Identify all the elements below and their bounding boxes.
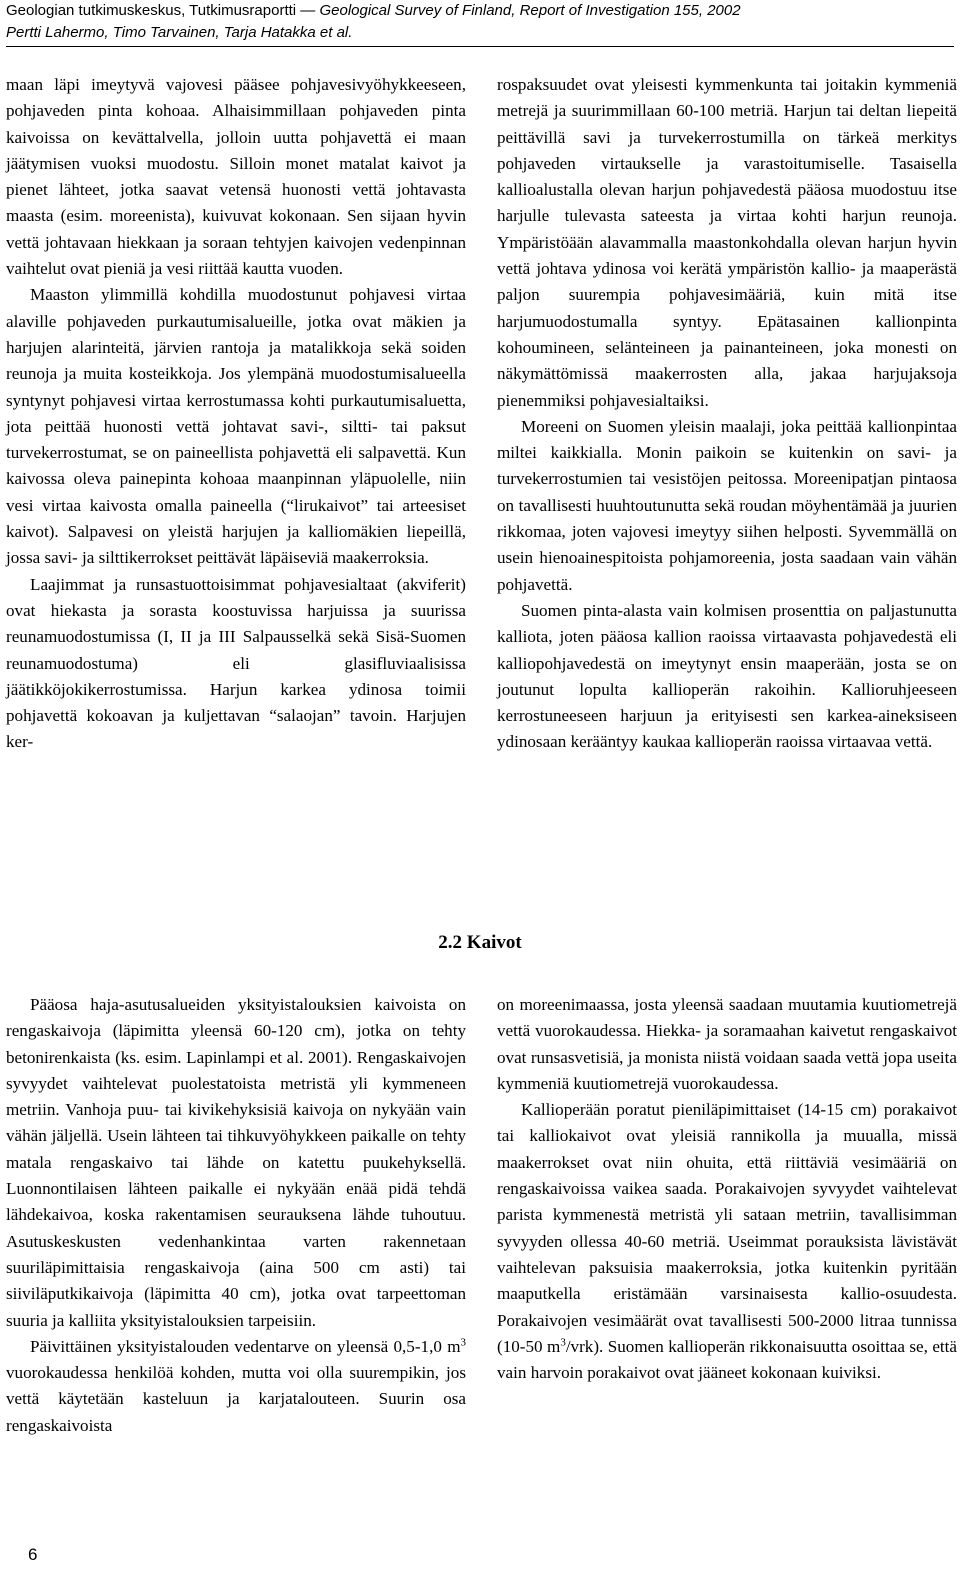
paragraph: Pääosa haja-asutusalueiden yksityistalouksien kaivoista on rengaskaivoja (läpimitta yleensä 60-120 cm), jotka on tehty betonirenkaista (ks. esim. Lapinlampi et al. 2001). Rengaskaivojen syvyydet vaihtelevat puolestatoista metristä yli kymmeneen metriin. Vanhoja puu- tai kivikehyksisiä kaivoja on nykyään vain vähän jäljellä. Usein lähteen tai tihkuvyöhykkeen paikalle on tehty matala rengaskaivo tai lähde on katettu puukehyksellä. Luonnontilaisen lähteen paikalle ei nykyään enää pidä tehdä lähdekaivoa, koska rakentamisen seurauksena lähde tuhoutuu. Asutuskeskusten vedenhankintaa varten rakennetaan suuriläpimittaisia rengaskaivoja (aina 500 cm asti) tai siiviläputkikaivoja (läpimitta 40 cm), jotka ovat tarpeettoman suuria ja kalliita yksityistalouksien tarpeisiin. bbox=[6, 995, 466, 1330]
text-run: Kallioperään poratut pieniläpimittaiset (14-15 cm) porakaivot tai kalliokaivot ovat yleisiä rannikolla ja muualla, missä maakerrokset ovat niin ohuita, että riittäviä vesimääriä on rengaskaivoissa vaikea saada. Porakaivojen syvyydet vaihtelevat parista kymmenestä metristä yli sataan metriin, tavallisimman syvyyden ollessa 40-60 metriä. Useimmat porauksista lävistävät vaihtelevan paksuisia maakerroksia, jotka kuitenkin pyritään maaputkella eristämään varsinaisesta kallio-osuudesta. Porakaivojen vesimäärät ovat tavallisesti 500-2000 litraa tunnissa (10-50 m bbox=[497, 1100, 957, 1356]
header-publisher-fi: Geologian tutkimuskeskus, Tutkimusraportti — bbox=[6, 2, 320, 19]
column-3 bbox=[6, 992, 466, 1439]
paragraph: Moreeni on Suomen yleisin maalaji, joka peittää kallionpintaa miltei kaikkialla. Monin paikoin se kuitenkin on savi- ja turvekerrostumien tai vesistöjen peitossa. Moreenipatjan pintaosa on tavallisesti huuhtoutunutta sekä roudan möyhentämää ja juurien rikkomaa, joten vajovesi imeytyy siihen helposti. Syvemmällä on usein hienoainespitoista pohjamoreenia, josta saadaan vain vähän pohjavettä. bbox=[497, 416, 957, 594]
text-run: vuorokaudessa henkilöä kohden, mutta voi olla suurempikin, jos vettä käytetään kasteluun ja karjatalouteen. Suurin osa rengaskaivoista bbox=[6, 1363, 466, 1435]
header-rule bbox=[6, 46, 954, 47]
paragraph: Laajimmat ja runsastuottoisimmat pohjavesialtaat (akviferit) ovat hiekasta ja sorasta koostuvissa harjuissa ja suurissa reunamuodostumissa (I, II ja III Salpausselkä sekä Sisä-Suomen reunamuodostuma) eli glasifluviaalisissa jäätikköjokikerrostumissa. Harjun karkea ydinosa toimii pohjavettä kokoavan ja kuljettavan “salaojan” tavoin. Harjujen ker- bbox=[6, 574, 466, 752]
paragraph: maan läpi imeytyvä vajovesi pääsee pohjavesivyöhykkeeseen, pohjaveden pinta kohoaa. Alhaisimmillaan pohjaveden pinta kaivoissa on kevättalvella, jolloin uutta pohjavettä ei maan jäätymisen vuoksi muodostu. Silloin monet matalat kaivot ja pienet lähteet, jotka saavat vetensä huonosti vettä johtavasta maasta (esim. moreenista), kuivuvat kokonaan. Sen sijaan hyvin vettä johtavaan hiekkaan ja soraan tehtyjen kaivojen vedenpinnan vaihtelut ovat pieniä ja vesi riittää kautta vuoden. bbox=[6, 75, 466, 279]
page-number: 6 bbox=[28, 1545, 38, 1564]
paragraph: Suomen pinta-alasta vain kolmisen prosenttia on paljastunutta kalliota, joten pääosa kallion raoissa virtaavasta pohjavedestä eli kalliopohjavedestä on imeytynyt ensin maaperään, josta se on joutunut lopulta kallioperän rakoihin. Kallioruhjeeseen kerrostuneeseen harjuun ja erityisesti sen karkea-aineksiseen ydinosaan kerääntyy kaukaa kallioperän raoissa virtaavaa vettä. bbox=[497, 600, 957, 752]
paragraph bbox=[497, 1097, 957, 1386]
column-4 bbox=[497, 992, 957, 1386]
paragraph: on moreenimaassa, josta yleensä saadaan muutamia kuutiometrejä vettä vuorokaudessa. Hiekka- ja soramaahan kaivetut rengaskaivot ovat runsasvetisiä, ja monista niistä voidaan saada vettä jopa useita kymmeniä kuutiometrejä vuorokaudessa. bbox=[497, 995, 957, 1093]
header-line-1 bbox=[6, 0, 954, 22]
column-1 bbox=[6, 72, 466, 756]
header-publisher-en: Geological Survey of Finland, Report of Investigation 155, 2002 bbox=[319, 2, 741, 19]
superscript: 3 bbox=[560, 1336, 566, 1349]
text-run: Päivittäinen yksityistalouden vedentarve on yleensä 0,5-1,0 m bbox=[30, 1336, 461, 1356]
paragraph: rospaksuudet ovat yleisesti kymmenkunta tai joitakin kymmeniä metrejä ja suurimmillaan 60-100 metriä. Harjun tai deltan liepeitä peittävillä savi ja turvekerrostumilla on tärkeä merkitys pohjaveden virtaukselle ja varastoitumiselle. Tasaisella kallioalustalla olevan harjun pohjavedestä pääosa muodostuu itse harjulle tulevasta sateesta ja virtaa kohti harjun reunoja. Ympäristöään alavammalla maastonkohdalla olevan harjun hyvin vettä johtava ydinosa voi kerätä ympäristön kallio- ja maaperästä paljon suurempia pohjavesimääriä, kuin mitä itse harjumuodostumalla syntyy. Epätasainen kallionpinta kohoumineen, selänteineen ja painanteineen, joka monesti on näkymättömissä maakerrosten alla, jakaa harjujaksoja pienemmiksi pohjavesialtaiksi. bbox=[497, 75, 957, 410]
section-heading: 2.2 Kaivot bbox=[438, 932, 522, 953]
column-2 bbox=[497, 72, 957, 756]
superscript: 3 bbox=[460, 1336, 466, 1349]
text-run: /vrk). Suomen kallioperän rikkonaisuutta osoittaa se, että vain harvoin porakaivot ovat jääneet kokonaan kuiviksi. bbox=[497, 1336, 957, 1383]
running-header bbox=[6, 0, 954, 44]
paragraph: Maaston ylimmillä kohdilla muodostunut pohjavesi virtaa alaville pohjaveden purkautumisalueille, jotka ovat mäkien ja harjujen alarinteitä, järvien rantoja ja matalikkoja sekä soiden reunoja ja muita kosteikkoja. Jos ylempänä muodostumisalueella syntynyt pohjavesi virtaa kerrostumassa kohti purkautumisaluetta, jota peittää huonosti vettä johtavat savi-, siltti- tai paksut turvekerrostumat, se on paineellista pohjavettä eli salpavettä. Kun kaivossa oleva painepinta kohoaa maanpinnan yläpuolelle, niin vesi virtaa kaivosta omalla paineella (“lirukaivot” tai arteesiset kaivot). Salpavesi on yleistä harjujen ja kalliomäkien liepeillä, jossa savi- ja silttikerrokset peittävät läpäiseviä maakerroksia. bbox=[6, 285, 466, 568]
paragraph bbox=[6, 1334, 466, 1439]
header-authors: Pertti Lahermo, Timo Tarvainen, Tarja Hatakka et al. bbox=[6, 24, 353, 41]
